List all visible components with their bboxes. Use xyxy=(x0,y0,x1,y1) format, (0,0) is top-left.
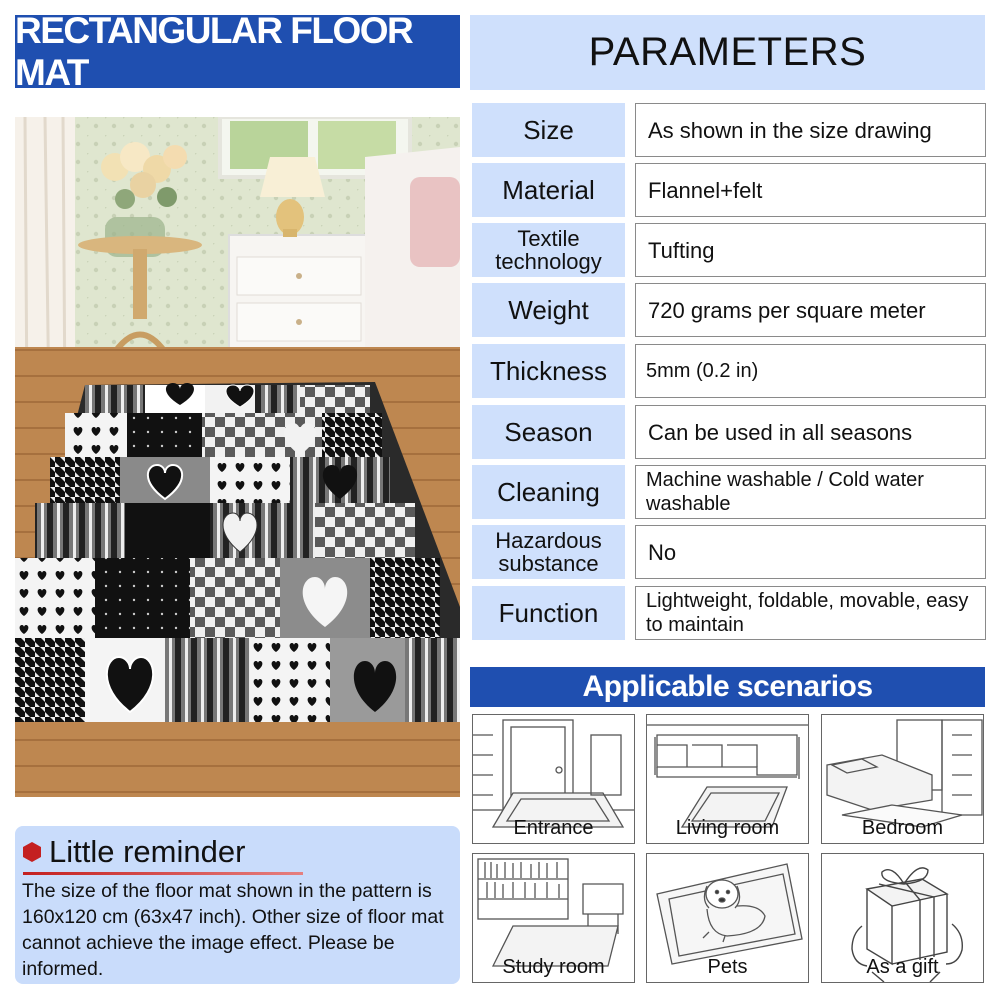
scenario-tile-study-room xyxy=(472,853,635,983)
param-value: 720 grams per square meter xyxy=(635,283,986,337)
parameters-banner xyxy=(470,15,985,90)
param-value: As shown in the size drawing xyxy=(635,103,986,157)
param-label: Weight xyxy=(472,283,625,337)
scenario-tile-gift xyxy=(821,853,984,983)
reminder-title: Little reminder xyxy=(49,834,246,869)
scenario-label: As a gift xyxy=(866,956,939,978)
title-banner xyxy=(15,9,460,93)
scenario-label: Pets xyxy=(707,956,748,978)
param-row-weight xyxy=(470,283,985,337)
scenario-tile-pets xyxy=(646,853,809,983)
param-label: Season xyxy=(472,405,625,459)
param-row-season xyxy=(470,405,985,459)
param-row-textile-technology xyxy=(470,223,985,277)
product-photo xyxy=(15,117,460,797)
param-value: Flannel+felt xyxy=(635,163,986,217)
param-value: 5mm (0.2 in) xyxy=(635,344,986,398)
param-label: Hazardous substance xyxy=(472,525,625,579)
param-row-material xyxy=(470,163,985,217)
param-value: Machine washable / Cold water washable xyxy=(635,465,986,519)
param-value: Can be used in all seasons xyxy=(635,405,986,459)
scenario-label: Living room xyxy=(675,817,780,839)
scenario-label: Study room xyxy=(502,956,605,978)
scenarios-title: Applicable scenarios xyxy=(582,670,873,703)
floor-mat-illustration xyxy=(15,382,460,722)
page-title: RECTANGULAR FLOOR MAT xyxy=(15,9,413,93)
param-row-function xyxy=(470,586,985,640)
scenario-tile-living-room xyxy=(646,714,809,844)
param-row-thickness xyxy=(470,344,985,398)
reminder-underline xyxy=(23,872,303,875)
param-value: No xyxy=(635,525,986,579)
hexagon-bullet-icon xyxy=(23,842,41,862)
param-value: Lightweight, foldable, movable, easy to maintain xyxy=(635,586,986,640)
param-label: Material xyxy=(472,163,625,217)
reminder-text: The size of the floor mat shown in the pattern is 160x120 cm (63x47 inch). Other size of floor mat cannot achieve the image effect. Please be informed. xyxy=(22,880,444,980)
scenario-label: Entrance xyxy=(513,817,594,839)
room-scene-image xyxy=(15,117,460,797)
param-label: Size xyxy=(472,103,625,157)
param-label: Function xyxy=(472,586,625,640)
scenario-tile-bedroom xyxy=(821,714,984,844)
reminder-header xyxy=(23,834,245,870)
param-label: Thickness xyxy=(472,344,625,398)
param-label: Cleaning xyxy=(472,465,625,519)
scenario-label: Bedroom xyxy=(861,817,944,839)
param-value: Tufting xyxy=(635,223,986,277)
parameters-title: PARAMETERS xyxy=(588,30,867,74)
scenario-tile-entrance xyxy=(472,714,635,844)
scenarios-banner xyxy=(470,667,985,707)
param-row-size xyxy=(470,103,985,157)
param-row-hazardous-substance xyxy=(470,525,985,579)
param-row-cleaning xyxy=(470,465,985,519)
param-label: Textile technology xyxy=(472,223,625,277)
reminder-box xyxy=(15,826,460,984)
